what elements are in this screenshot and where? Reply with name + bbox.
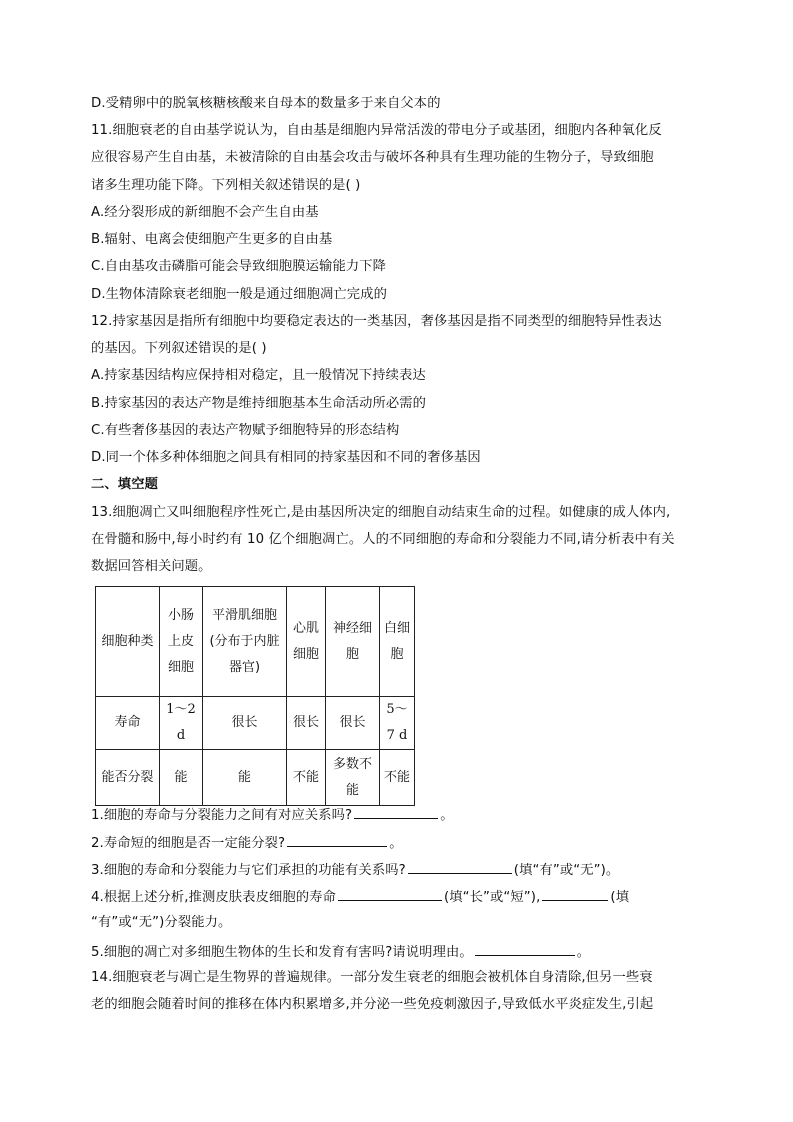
q11-stem-line-1: 11.细胞衰老的自由基学说认为，自由基是细胞内异常活泼的带电分子或基团，细胞内各种氧化反	[91, 123, 662, 138]
answer-blank[interactable]	[475, 941, 575, 956]
q13-sub-3	[91, 859, 619, 881]
q13-sub-1-text: 1.细胞的寿命与分裂能力之间有对应关系吗?	[91, 808, 353, 823]
q13-sub-1	[91, 804, 454, 826]
table-cell: 很长	[326, 697, 380, 750]
q13-stem-line-1: 13.细胞凋亡又叫细胞程序性死亡,是由基因所决定的细胞自动结束生命的过程。如健康的成人体内,	[91, 505, 671, 520]
section-title: 二、填空题	[91, 477, 158, 492]
q11-option-d: D.生物体清除衰老细胞一般是通过细胞凋亡完成的	[91, 287, 387, 302]
q12-option-a: A.持家基因结构应保持相对稳定，且一般情况下持续表达	[91, 368, 426, 383]
q14-stem-line-2: 老的细胞会随着时间的推移在体内积累增多,并分泌一些免疫刺激因子,导致低水平炎症发生,引起	[91, 997, 654, 1012]
q12-option-b: B.持家基因的表达产物是维持细胞基本生命活动所必需的	[91, 396, 427, 411]
q11-stem-line-2: 应很容易产生自由基，未被清除的自由基会攻击与破坏各种具有生理功能的生物分子，导致细胞	[91, 150, 654, 165]
q13-sub-5-end: 。	[576, 945, 591, 960]
table-cell: 白细胞	[380, 587, 415, 697]
q11-option-c: C.自由基攻击磷脂可能会导致细胞膜运输能力下降	[91, 259, 387, 274]
q13-sub-5-text: 5.细胞的凋亡对多细胞生物体的生长和发育有害吗?请说明理由。	[91, 945, 473, 960]
q11-option-a: A.经分裂形成的新细胞不会产生自由基	[91, 205, 319, 220]
answer-blank[interactable]	[287, 832, 387, 847]
q13-sub-4-text-c: (填	[610, 890, 630, 905]
table-cell: 能	[160, 750, 203, 806]
q11-option-b: B.辐射、电离会使细胞产生更多的自由基	[91, 232, 333, 247]
table-cell: 神经细胞	[326, 587, 380, 697]
table-cell: 很长	[203, 697, 287, 750]
q13-sub-4	[91, 886, 629, 908]
table-row	[96, 750, 415, 806]
answer-blank[interactable]	[354, 804, 438, 819]
q12-stem-line-1: 12.持家基因是指所有细胞中均要稳定表达的一类基因，奢侈基因是指不同类型的细胞特异性表达	[91, 314, 662, 329]
q13-sub-2	[91, 832, 403, 854]
q13-stem-line-2: 在骨髓和肠中,每小时约有 10 亿个细胞凋亡。人的不同细胞的寿命和分裂能力不同,请分析表中有关	[91, 532, 675, 547]
cell-lifespan-table	[95, 586, 415, 806]
table-row	[96, 587, 415, 697]
table-cell: 很长	[287, 697, 326, 750]
q10-option-d: D.受精卵中的脱氧核糖核酸来自母本的数量多于来自父本的	[91, 96, 441, 111]
table-cell: 5～7 d	[380, 697, 415, 750]
q13-sub-4-cont: “有”或“无”)分裂能力。	[91, 915, 232, 930]
table-cell: 1～2 d	[160, 697, 203, 750]
q13-sub-3-end: (填“有”或“无”)。	[513, 863, 620, 878]
table-cell: 能否分裂	[96, 750, 160, 806]
q13-sub-3-text: 3.细胞的寿命和分裂能力与它们承担的功能有关系吗?	[91, 863, 406, 878]
q13-sub-2-end: 。	[389, 836, 403, 851]
q12-option-c: C.有些奢侈基因的表达产物赋予细胞特异的形态结构	[91, 423, 400, 438]
answer-blank[interactable]	[542, 886, 608, 901]
answer-blank[interactable]	[408, 859, 512, 874]
q13-sub-5	[91, 941, 590, 963]
table-cell: 小肠上皮细胞	[160, 587, 203, 697]
q13-sub-1-end: 。	[440, 808, 454, 823]
q13-stem-line-3: 数据回答相关问题。	[91, 559, 212, 574]
table-cell: 平滑肌细胞(分布于内脏器官)	[203, 587, 287, 697]
answer-blank[interactable]	[338, 886, 442, 901]
q13-sub-4-text-b: (填“长”或“短”),	[443, 890, 541, 905]
table-cell: 细胞种类	[96, 587, 160, 697]
q13-sub-4-text-a: 4.根据上述分析,推测皮肤表皮细胞的寿命	[91, 890, 336, 905]
table-cell: 寿命	[96, 697, 160, 750]
q11-stem-line-3: 诸多生理功能下降。下列相关叙述错误的是( )	[91, 178, 361, 193]
table-cell: 多数不能	[326, 750, 380, 806]
q12-option-d: D.同一个体多种体细胞之间具有相同的持家基因和不同的奢侈基因	[91, 450, 481, 465]
table-cell: 能	[203, 750, 287, 806]
q14-stem-line-1: 14.细胞衰老与凋亡是生物界的普遍规律。一部分发生衰老的细胞会被机体自身清除,但另一些衰	[91, 970, 653, 985]
table-cell: 心肌细胞	[287, 587, 326, 697]
table-cell: 不能	[287, 750, 326, 806]
table-row	[96, 697, 415, 750]
q12-stem-line-2: 的基因。下列叙述错误的是( )	[91, 341, 267, 356]
q13-sub-2-text: 2.寿命短的细胞是否一定能分裂?	[91, 836, 286, 851]
table-cell: 不能	[380, 750, 415, 806]
